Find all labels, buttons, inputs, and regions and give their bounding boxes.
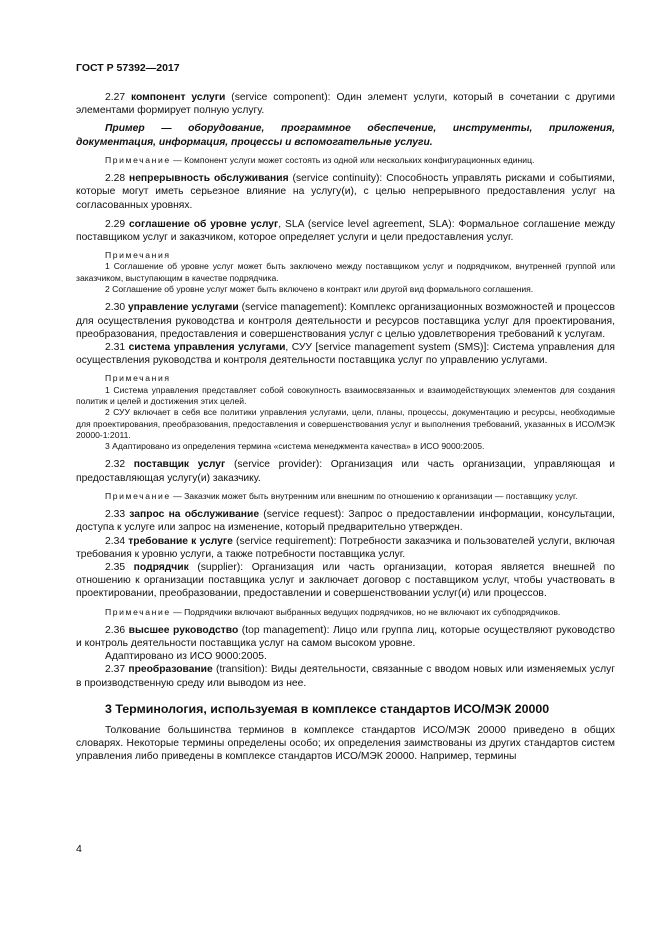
- term-2-35: 2.35 подрядчик (supplier): Организация или часть организации, которая является внешней по отношению к организации поставщика услуг и заключает договор с поставщиком услуг, чтобы участвовать в проектировании, преобразовании, предоставлении и совершенствовании услуг(и) или процессов.: [76, 561, 615, 600]
- note-2-31-3: 3 Адаптировано из определения термина «система менеджмента качества» в ИСО 9000:2005.: [105, 441, 485, 452]
- note-2-35: Примечание — Подрядчики включают выбранных ведущих подрядчиков, но не включают их субподрядчиков.: [105, 606, 561, 617]
- note-2-29-1: 1 Соглашение об уровне услуг может быть заключено между поставщиком услуг и подрядчиком, внутренней группой или заказчиком, выступающим в качестве подрядчика.: [76, 261, 615, 283]
- term-2-31: 2.31 система управления услугами, СУУ [service management system (SMS)]: Система управления для осуществления руководства и контроля деятельности поставщика услуг по управлению услугами.: [76, 341, 615, 367]
- note-2-31-1: 1 Система управления представляет собой совокупность взаимосвязанных и взаимодействующих элементов для создания политик и целей и достижения этих целей.: [76, 384, 615, 406]
- note-2-27: Примечание — Компонент услуги может состоять из одной или нескольких конфигурационных единиц.: [105, 154, 535, 165]
- example-2-27: Пример — оборудование, программное обеспечение, инструменты, приложения, документация, информация, процессы и вспомогательные услуги.: [76, 123, 615, 148]
- term-2-30: 2.30 управление услугами (service management): Комплекс организационных возможностей и процессов для осуществления руководства и контроля деятельности и ресурсов поставщика услуг для проектирования, преобразования, предоставления и совершенствования услуг с целью удовлетворения требований к услугам.: [76, 302, 616, 340]
- note-2-32: Примечание — Заказчик может быть внутренним или внешним по отношению к организации — поставщику услуг.: [105, 490, 578, 501]
- term-2-36-source: Адаптировано из ИСО 9000:2005.: [105, 651, 267, 663]
- term-2-29: 2.29 соглашение об уровне услуг, SLA (service level agreement, SLA): Формальное соглашение между поставщиком услуг и заказчиком, которое определяет услуги и цели предоставления услуг.: [76, 218, 615, 243]
- term-2-28: 2.28 непрерывность обслуживания (service continuity): Способность управлять рисками и событиями, которые могут иметь серьезное влияние на услугу(и), с целью непрерывного предоставления услуг на согласованных уровнях.: [76, 173, 615, 211]
- document-header-code: ГОСТ Р 57392—2017: [76, 62, 180, 74]
- term-2-33: 2.33 запрос на обслуживание (service request): Запрос о предоставлении информации, консультации, доступа к услуге или запрос на изменение, который предварительно утвержден.: [76, 509, 615, 534]
- term-2-27: 2.27 компонент услуги (service component): Один элемент услуги, который в сочетании с другими элементами формирует полную услугу.: [76, 92, 615, 117]
- term-2-32: 2.32 поставщик услуг (service provider): Организация или часть организации, управляющая и предоставляющая услугу(и) заказчику.: [76, 459, 615, 484]
- term-2-34: 2.34 требование к услуге (service requirement): Потребности заказчика и пользователей услуги, включая требования к уровню услуги, а также потребности поставщика услуг.: [76, 535, 615, 560]
- notes-label-2-29: Примечания: [105, 250, 171, 261]
- term-2-36: 2.36 высшее руководство (top management): Лицо или группа лиц, которые осуществляют руководство и контроль деятельности поставщика услуг на самом высоком уровне.: [76, 624, 616, 650]
- term-2-37: 2.37 преобразование (transition): Виды деятельности, связанные с вводом новых или изменяемых услуг в производственную среду или выводом из нее.: [76, 664, 615, 689]
- notes-label-2-31: Примечания: [105, 373, 171, 384]
- note-2-29-2: 2 Соглашение об уровне услуг может быть включено в контракт или другой вид формального соглашения.: [105, 284, 534, 295]
- document-body: [76, 91, 615, 764]
- section-3-text: Толкование большинства терминов в комплексе стандартов ИСО/МЭК 20000 приведено в общих словарях. Некоторые термины определены особо; их определения заимствованы из других стандартов систем управления либо приведены в комплексе стандартов ИСО/МЭК 20000. Например, термины: [76, 725, 615, 763]
- page-number: 4: [76, 843, 82, 855]
- note-2-31-2: 2 СУУ включает в себя все политики управления услугами, цели, планы, процессы, документацию и ресурсы, необходимые для проектирования, преобразования, предоставления и совершенствования услуг и выполнения требований, указанных в ИСО/МЭК 20000-1:2011.: [76, 407, 615, 440]
- section-3-title: 3 Терминология, используемая в комплексе стандартов ИСО/МЭК 20000: [105, 701, 550, 716]
